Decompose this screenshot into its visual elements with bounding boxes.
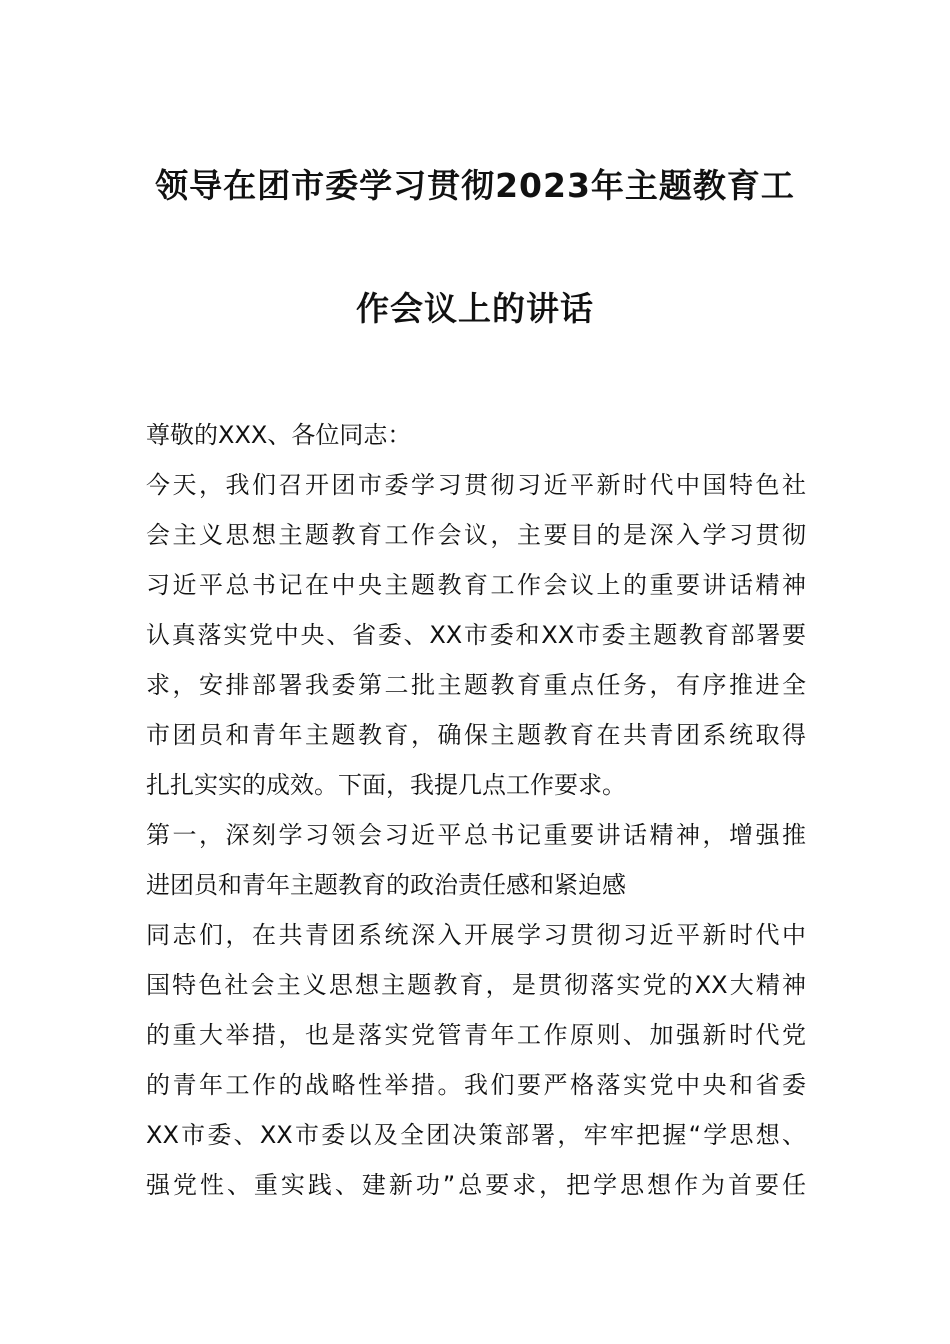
body-line: 强党性、重实践、建新功”总要求，把学思想作为首要任 bbox=[146, 1171, 806, 1199]
salutation-line: 尊敬的XXX、各位同志： bbox=[146, 421, 412, 449]
body-line: 今天，我们召开团市委学习贯彻习近平新时代中国特色社 bbox=[146, 471, 806, 499]
body-line: 国特色社会主义思想主题教育，是贯彻落实党的XX大精神 bbox=[146, 971, 806, 999]
document-body bbox=[146, 410, 806, 1210]
document-title-line-1: 领导在团市委学习贯彻2023年主题教育工 bbox=[155, 166, 795, 205]
body-line: 认真落实党中央、省委、XX市委和XX市委主题教育部署要 bbox=[146, 621, 806, 649]
body-line: 同志们，在共青团系统深入开展学习贯彻习近平新时代中 bbox=[146, 921, 806, 949]
document-title-line-2: 作会议上的讲话 bbox=[356, 289, 594, 328]
body-line: 扎扎实实的成效。下面，我提几点工作要求。 bbox=[146, 771, 626, 799]
section-heading-line: 进团员和青年主题教育的政治责任感和紧迫感 bbox=[146, 871, 626, 899]
body-line: 的青年工作的战略性举措。我们要严格落实党中央和省委 bbox=[146, 1071, 806, 1099]
body-line: 求，安排部署我委第二批主题教育重点任务，有序推进全 bbox=[146, 671, 806, 699]
body-line: 市团员和青年主题教育，确保主题教育在共青团系统取得 bbox=[146, 721, 806, 749]
body-line: 的重大举措，也是落实党管青年工作原则、加强新时代党 bbox=[146, 1021, 806, 1049]
section-heading-line: 第一，深刻学习领会习近平总书记重要讲话精神，增强推 bbox=[146, 821, 806, 849]
body-line: 会主义思想主题教育工作会议，主要目的是深入学习贯彻 bbox=[146, 521, 806, 549]
body-line: 习近平总书记在中央主题教育工作会议上的重要讲话精神 bbox=[146, 571, 806, 599]
body-line: XX市委、XX市委以及全团决策部署，牢牢把握“学思想、 bbox=[146, 1121, 806, 1149]
